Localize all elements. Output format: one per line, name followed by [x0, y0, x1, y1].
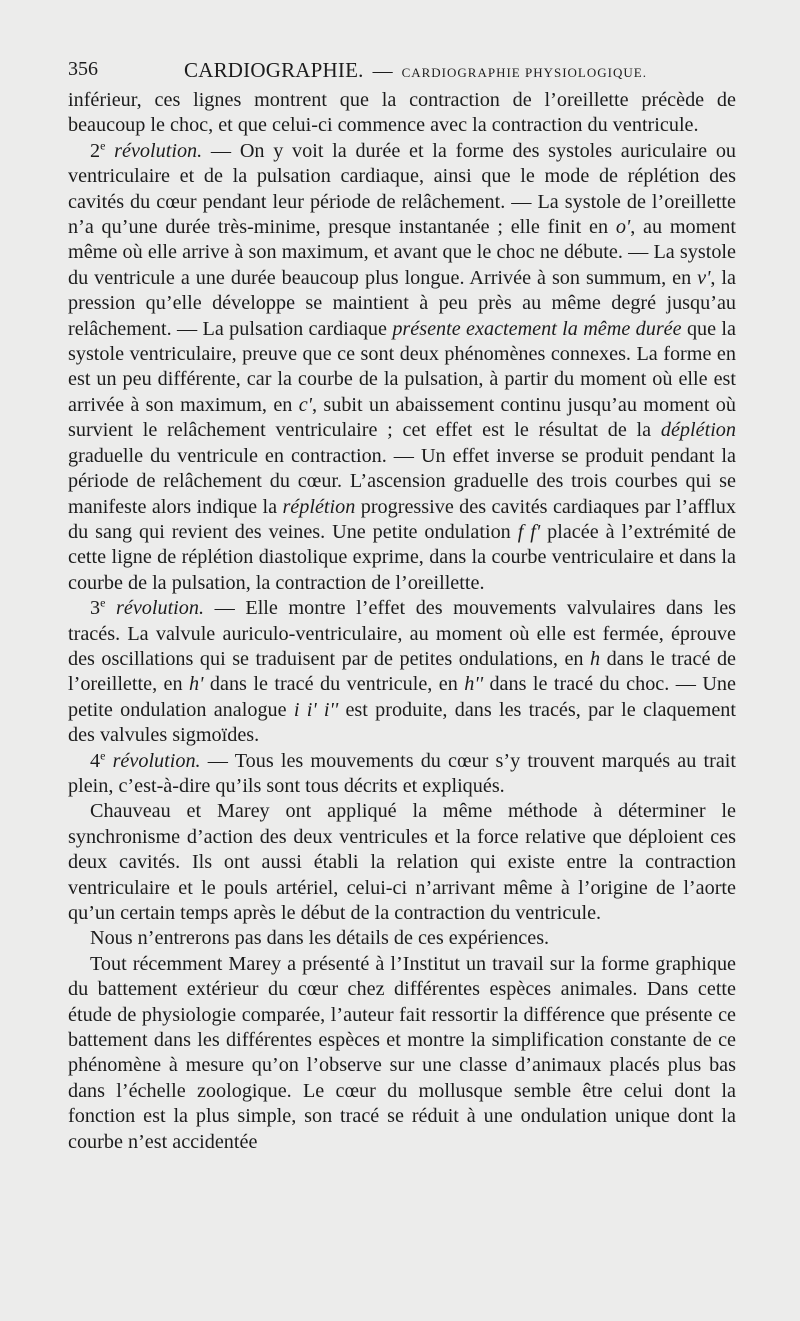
text-run: que la systole ventriculaire, preuve que ce sont deux phénomènes connexes. La forme en est un peu différente, car la courbe de la pulsation, à partir du moment où elle est arrivée à son maximum, en	[68, 317, 737, 416]
paragraph-revolution-2	[68, 139, 736, 596]
paragraph-chauveau-marey	[68, 799, 736, 926]
text-run: graduelle du ventricule en contraction. — Un effet inverse se produit pendant la période de relâchement du cœur. L’ascension graduelle des trois courbes qui se manifeste alors indique la	[68, 444, 736, 518]
page-number: 356	[68, 58, 98, 80]
paragraph-marey-institut	[68, 952, 736, 1155]
italic-run: h'	[189, 673, 204, 696]
running-title-dash: —	[372, 60, 393, 82]
running-title-sub: CARDIOGRAPHIE PHYSIOLOGIQUE.	[401, 65, 647, 80]
text-run: dans le tracé du ventricule, en	[203, 673, 465, 696]
text-run: , la pression qu’elle développe se maintient à peu près au même degré jusqu’au relâchement. — La pulsation cardiaque	[68, 266, 736, 340]
section-number: 3	[90, 597, 101, 620]
section-label: révolution.	[116, 597, 205, 620]
section-label: révolution.	[112, 749, 201, 772]
italic-run: v'	[697, 266, 711, 289]
section-number: 2	[90, 139, 101, 162]
text-run: est produite, dans les tracés, par le claquement des valvules sigmoïdes.	[68, 698, 736, 747]
text-run: — Elle montre l’effet des mouvements valvulaires dans les tracés. La valvule auriculo-ventriculaire, au moment où elle est fermée, éprouve des oscillations qui se traduisent par de petites ondulations, en	[68, 597, 737, 670]
text-run: , subit un abaissement continu jusqu’au moment où survient le relâchement ventriculaire ; cet effet est le résultat de la	[68, 393, 736, 442]
running-title	[184, 58, 647, 83]
section-number: 4	[90, 749, 101, 772]
italic-run: i i' i''	[293, 698, 339, 721]
italic-run: h''	[464, 673, 484, 696]
text-run: , au moment même où elle arrive à son maximum, et avant que le choc ne débute. — La systole du ventricule a une durée beaucoup plus longue. Arrivée à son summum, en	[68, 216, 736, 289]
ordinal-suffix: e	[100, 747, 106, 762]
italic-run: présente exactement la même durée	[392, 317, 682, 340]
paragraph-revolution-4	[68, 749, 736, 800]
text-run: — On y voit la durée et la forme des systoles auriculaire ou ventriculaire et de la pulsation cardiaque, ainsi que le mode de réplétion des cavités du cœur pendant leur période de relâchement. — La systole de l’oreillette n’a qu’une durée très-minime, presque instantanée ; elle finit en	[68, 139, 737, 239]
ordinal-suffix: e	[100, 595, 106, 610]
italic-run: déplétion	[660, 419, 736, 442]
paragraph-text: Tout récemment Marey a présenté à l’Institut un travail sur la forme graphique du battement extérieur du cœur chez différentes espèces animales. Dans cette étude de physiologie comparée, l’auteur fait ressortir la différence que présente ce battement dans les différentes espèces et montre la simplification constante de ce phénomène à mesure qu’on l’observe sur une classe d’animaux placés plus bas dans l’échelle zoologique. Le cœur du mollusque semble être celui dont la fonction est la plus simple, son tracé se réduit à une ondulation unique dont la courbe n’est accidentée	[68, 952, 736, 1153]
text-run: — Tous les mouvements du cœur s’y trouvent marqués au trait plein, c’est-à-dire qu’ils sont tous décrits et expliqués.	[68, 749, 737, 797]
page-body	[68, 88, 736, 1155]
paragraph-revolution-3	[68, 596, 736, 748]
running-title-main: CARDIOGRAPHIE.	[184, 58, 364, 82]
running-header	[68, 58, 736, 84]
text-run: progressive des cavités cardiaques par l’afflux du sang qui revient des veines. Une petite ondulation	[68, 495, 736, 543]
paragraph-experiences	[68, 926, 736, 951]
paragraph-continuation	[68, 88, 736, 139]
italic-run: f f'	[517, 520, 541, 543]
ordinal-suffix: e	[100, 138, 106, 153]
paragraph-text: Chauveau et Marey ont appliqué la même méthode à déterminer le synchronisme d’action des deux ventricules et la force relative que déploient ces deux cavités. Ils ont aussi établi la relation qui existe entre la contraction ventriculaire et le pouls artériel, celui-ci n’arrivant même à l’origine de l’aorte qu’un certain temps après le début de la contraction du ventricule.	[68, 800, 736, 924]
paragraph-text: inférieur, ces lignes montrent que la contraction de l’oreillette précède de beaucoup le choc, et que celui-ci commence avec la contraction du ventricule.	[68, 89, 736, 137]
text-run: dans le tracé de l’oreillette, en	[68, 647, 737, 696]
text-run: placée à l’extrémité de cette ligne de réplétion diastolique exprime, dans la courbe ventriculaire et dans la courbe de la pulsation, la contraction de l’oreillette.	[68, 520, 736, 594]
text-run: dans le tracé du choc. — Une petite ondulation analogue	[68, 673, 736, 721]
italic-run: réplétion	[282, 495, 356, 518]
italic-run: o'	[615, 216, 631, 239]
paragraph-text: Nous n’entrerons pas dans les détails de ces expériences.	[90, 927, 550, 950]
italic-run: c'	[298, 393, 312, 416]
section-label: révolution.	[114, 139, 203, 162]
italic-run: h	[590, 647, 601, 670]
